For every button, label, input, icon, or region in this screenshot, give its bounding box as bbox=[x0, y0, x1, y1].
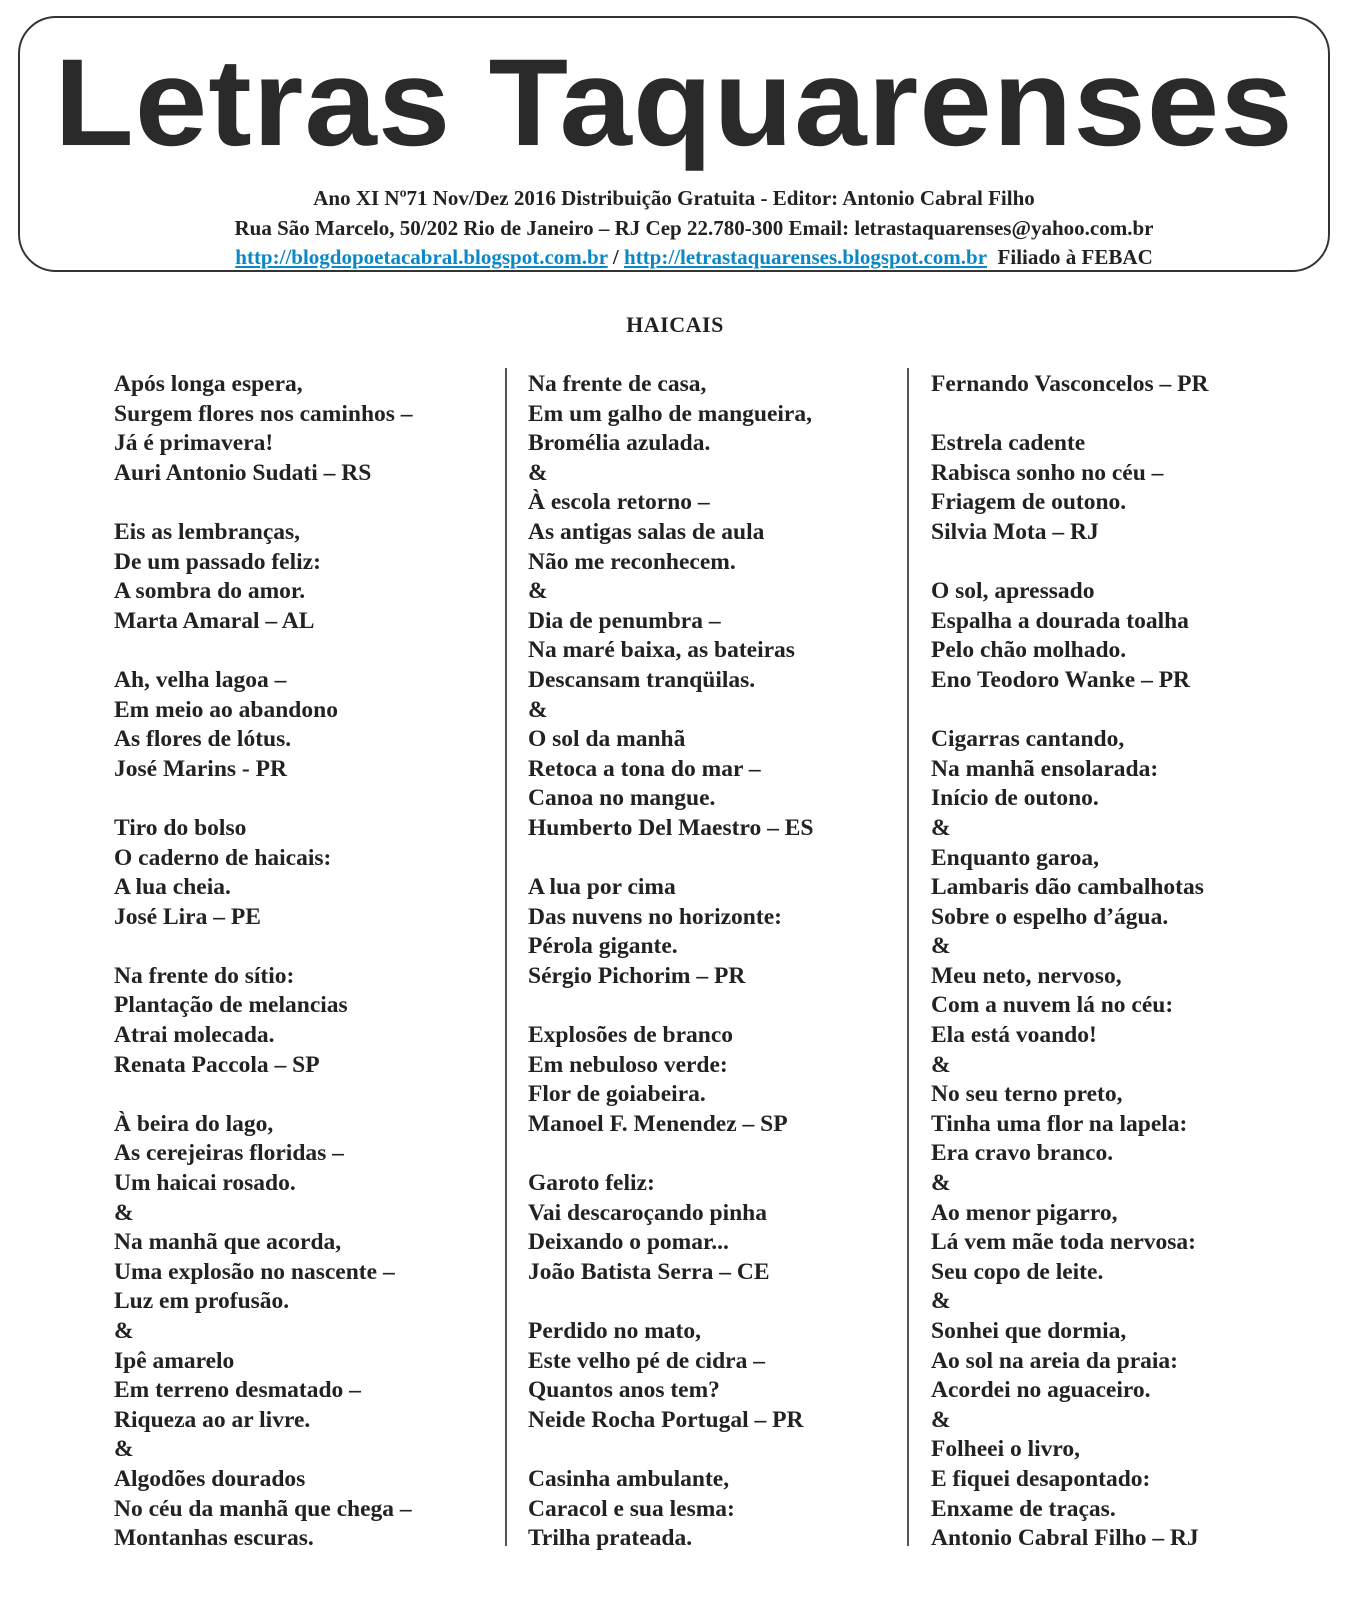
poem-line: Lá vem mãe toda nervosa: bbox=[931, 1229, 1196, 1256]
separator-ampersand: & bbox=[528, 578, 548, 605]
poem-line: Antonio Cabral Filho – RJ bbox=[931, 1525, 1199, 1552]
poem-line: Na frente de casa, bbox=[528, 371, 707, 397]
poem-line: Uma explosão no nascente – bbox=[114, 1258, 395, 1285]
separator-ampersand: & bbox=[931, 933, 951, 960]
poem-line: Algodões dourados bbox=[114, 1465, 306, 1492]
poem-line: Acordei no aguaceiro. bbox=[931, 1377, 1151, 1404]
poem-line: O sol, apressado bbox=[931, 578, 1095, 605]
masthead bbox=[18, 16, 1330, 272]
poem-line: Lambaris dão cambalhotas bbox=[931, 874, 1204, 901]
separator-ampersand: & bbox=[528, 696, 548, 723]
poem-line: Das nuvens no horizonte: bbox=[528, 903, 782, 930]
poem-line: Meu neto, nervoso, bbox=[931, 962, 1122, 989]
poem-line: O sol da manhã bbox=[528, 726, 686, 753]
poem-line: Fernando Vasconcelos – PR bbox=[931, 371, 1209, 397]
poem-line: José Lira – PE bbox=[114, 903, 261, 930]
poem-line: Ah, velha lagoa – bbox=[114, 666, 287, 693]
poem-line: Início de outono. bbox=[931, 785, 1099, 812]
poem-line: Atrai molecada. bbox=[114, 1022, 275, 1049]
blog-link-poeta-cabral[interactable]: http://blogdopoetacabral.blogspot.com.br bbox=[235, 245, 608, 269]
poem-line: Canoa no mangue. bbox=[528, 785, 716, 812]
poem-line: De um passado feliz: bbox=[114, 548, 321, 575]
poem-line: João Batista Serra – CE bbox=[528, 1258, 770, 1285]
poem-line: Trilha prateada. bbox=[528, 1525, 693, 1552]
haicai-column-3 bbox=[931, 370, 1271, 1554]
link-separator: / bbox=[607, 245, 625, 269]
stanza-gap bbox=[528, 1139, 898, 1169]
haicai-column-2 bbox=[528, 370, 898, 1554]
stanza-gap bbox=[528, 991, 898, 1021]
poem-line: Com a nuvem lá no céu: bbox=[931, 992, 1174, 1019]
poem-line: Riqueza ao ar livre. bbox=[114, 1406, 311, 1433]
poem-line: Este velho pé de cidra – bbox=[528, 1347, 765, 1374]
separator-ampersand: & bbox=[931, 1288, 951, 1315]
poem-line: Retoca a tona do mar – bbox=[528, 755, 761, 782]
poem-line: Pérola gigante. bbox=[528, 933, 678, 960]
poem-line: Bromélia azulada. bbox=[528, 430, 711, 457]
poem-line: Na manhã que acorda, bbox=[114, 1229, 342, 1256]
poem-line: Flor de goiabeira. bbox=[528, 1081, 706, 1108]
section-title: HAICAIS bbox=[626, 312, 724, 337]
address-line: Rua São Marcelo, 50/202 Rio de Janeiro – RJ Cep 22.780-300 Email: letrastaquarenses@yahoo.com.br bbox=[234, 216, 1154, 240]
poem-line: As flores de lótus. bbox=[114, 726, 292, 753]
poem-line: Enquanto garoa, bbox=[931, 844, 1100, 871]
separator-ampersand: & bbox=[931, 1051, 951, 1078]
separator-ampersand: & bbox=[931, 814, 951, 841]
stanza-gap bbox=[528, 1435, 898, 1465]
poem-line: A lua por cima bbox=[528, 874, 676, 901]
column-divider bbox=[907, 368, 909, 1546]
poem-line: Ao menor pigarro, bbox=[931, 1199, 1118, 1226]
separator-ampersand: & bbox=[114, 1436, 134, 1463]
poem-line: Sonhei que dormia, bbox=[931, 1318, 1127, 1344]
blog-link-letras-taquarenses[interactable]: http://letrastaquarenses.blogspot.com.br bbox=[624, 245, 988, 269]
poem-line: Em terreno desmatado – bbox=[114, 1377, 361, 1404]
poem-line: Perdido no mato, bbox=[528, 1318, 701, 1344]
poem-line: Eno Teodoro Wanke – PR bbox=[931, 666, 1191, 693]
poem-line: Tiro do bolso bbox=[114, 814, 247, 841]
affiliation: Filiado à FEBAC bbox=[997, 245, 1153, 269]
stanza-gap bbox=[528, 1287, 898, 1317]
stanza-gap bbox=[931, 696, 1271, 726]
poem-line: Ao sol na areia da praia: bbox=[931, 1347, 1178, 1374]
poem-line: Em um galho de mangueira, bbox=[528, 400, 812, 427]
poem-line: Neide Rocha Portugal – PR bbox=[528, 1406, 804, 1433]
issue-line: Ano XI Nº71 Nov/Dez 2016 Distribuição Gratuita - Editor: Antonio Cabral Filho bbox=[313, 186, 1035, 210]
poem-line: Luz em profusão. bbox=[114, 1288, 290, 1315]
stanza-gap bbox=[114, 488, 494, 518]
stanza-gap bbox=[114, 636, 494, 666]
poem-line: Folheei o livro, bbox=[931, 1436, 1081, 1463]
poem-line: As antigas salas de aula bbox=[528, 518, 765, 545]
stanza-gap bbox=[528, 844, 898, 874]
poem-line: No seu terno preto, bbox=[931, 1081, 1123, 1108]
poem-line: Sobre o espelho d’água. bbox=[931, 903, 1169, 930]
poem-line: O caderno de haicais: bbox=[114, 844, 332, 871]
separator-ampersand: & bbox=[114, 1199, 134, 1226]
poem-line: Enxame de traças. bbox=[931, 1495, 1116, 1522]
poem-line: Eis as lembranças, bbox=[114, 518, 301, 545]
poem-line: Caracol e sua lesma: bbox=[528, 1495, 735, 1522]
poem-line: Ela está voando! bbox=[931, 1022, 1097, 1049]
stanza-gap bbox=[114, 784, 494, 814]
poem-line: As cerejeiras floridas – bbox=[114, 1140, 344, 1167]
links-line bbox=[40, 243, 1348, 272]
poem-line: Surgem flores nos caminhos – bbox=[114, 400, 413, 427]
poem-line: Dia de penumbra – bbox=[528, 607, 721, 634]
poem-line: Cigarras cantando, bbox=[931, 726, 1125, 753]
stanza-gap bbox=[931, 548, 1271, 578]
poem-line: Pelo chão molhado. bbox=[931, 637, 1127, 664]
stanza-gap bbox=[114, 932, 494, 962]
poem-line: Ipê amarelo bbox=[114, 1347, 235, 1374]
poem-line: Casinha ambulante, bbox=[528, 1465, 730, 1492]
poem-line: Explosões de branco bbox=[528, 1022, 733, 1049]
separator-ampersand: & bbox=[931, 1170, 951, 1197]
stanza-gap bbox=[931, 400, 1271, 430]
poem-line: Quantos anos tem? bbox=[528, 1377, 720, 1404]
poem-line: A lua cheia. bbox=[114, 874, 231, 901]
poem-line: Espalha a dourada toalha bbox=[931, 607, 1189, 634]
poem-line: Era cravo branco. bbox=[931, 1140, 1114, 1167]
stanza-gap bbox=[114, 1080, 494, 1110]
poem-line: Friagem de outono. bbox=[931, 489, 1127, 516]
poem-line: No céu da manhã que chega – bbox=[114, 1495, 412, 1522]
separator-ampersand: & bbox=[114, 1318, 134, 1344]
poem-line: Plantação de melancias bbox=[114, 992, 348, 1019]
poem-line: Em nebuloso verde: bbox=[528, 1051, 728, 1078]
poem-line: Marta Amaral – AL bbox=[114, 607, 315, 634]
poem-line: Garoto feliz: bbox=[528, 1170, 655, 1197]
newsletter-title: Letras Taquarenses bbox=[54, 34, 1294, 172]
poem-line: Vai descaroçando pinha bbox=[528, 1199, 767, 1226]
separator-ampersand: & bbox=[528, 459, 548, 486]
poem-line: Na maré baixa, as bateiras bbox=[528, 637, 795, 664]
haicai-column-1 bbox=[114, 370, 494, 1554]
poem-line: Em meio ao abandono bbox=[114, 696, 338, 723]
poem-line: Estrela cadente bbox=[931, 430, 1086, 457]
poem-line: Na frente do sítio: bbox=[114, 962, 295, 989]
poem-line: José Marins - PR bbox=[114, 755, 287, 782]
separator-ampersand: & bbox=[931, 1406, 951, 1433]
poem-line: Sérgio Pichorim – PR bbox=[528, 962, 746, 989]
poem-line: Auri Antonio Sudati – RS bbox=[114, 459, 372, 486]
poem-line: Na manhã ensolarada: bbox=[931, 755, 1159, 782]
poem-line: A sombra do amor. bbox=[114, 578, 306, 605]
column-divider bbox=[505, 368, 507, 1546]
poem-line: Renata Paccola – SP bbox=[114, 1051, 320, 1078]
poem-line: Rabisca sonho no céu – bbox=[931, 459, 1164, 486]
poem-line: Não me reconhecem. bbox=[528, 548, 736, 575]
poem-line: Tinha uma flor na lapela: bbox=[931, 1110, 1188, 1137]
poem-line: E fiquei desapontado: bbox=[931, 1465, 1151, 1492]
poem-line: Seu copo de leite. bbox=[931, 1258, 1104, 1285]
poem-line: À beira do lago, bbox=[114, 1110, 274, 1137]
poem-line: Manoel F. Menendez – SP bbox=[528, 1110, 788, 1137]
poem-line: Deixando o pomar... bbox=[528, 1229, 729, 1256]
poem-line: Após longa espera, bbox=[114, 371, 303, 397]
poem-line: Silvia Mota – RJ bbox=[931, 518, 1099, 545]
poem-line: Descansam tranqüilas. bbox=[528, 666, 756, 693]
poem-line: Montanhas escuras. bbox=[114, 1525, 314, 1552]
poem-line: Já é primavera! bbox=[114, 430, 274, 457]
poem-line: Um haicai rosado. bbox=[114, 1170, 296, 1197]
poem-line: À escola retorno – bbox=[528, 489, 710, 516]
poem-line: Humberto Del Maestro – ES bbox=[528, 814, 814, 841]
